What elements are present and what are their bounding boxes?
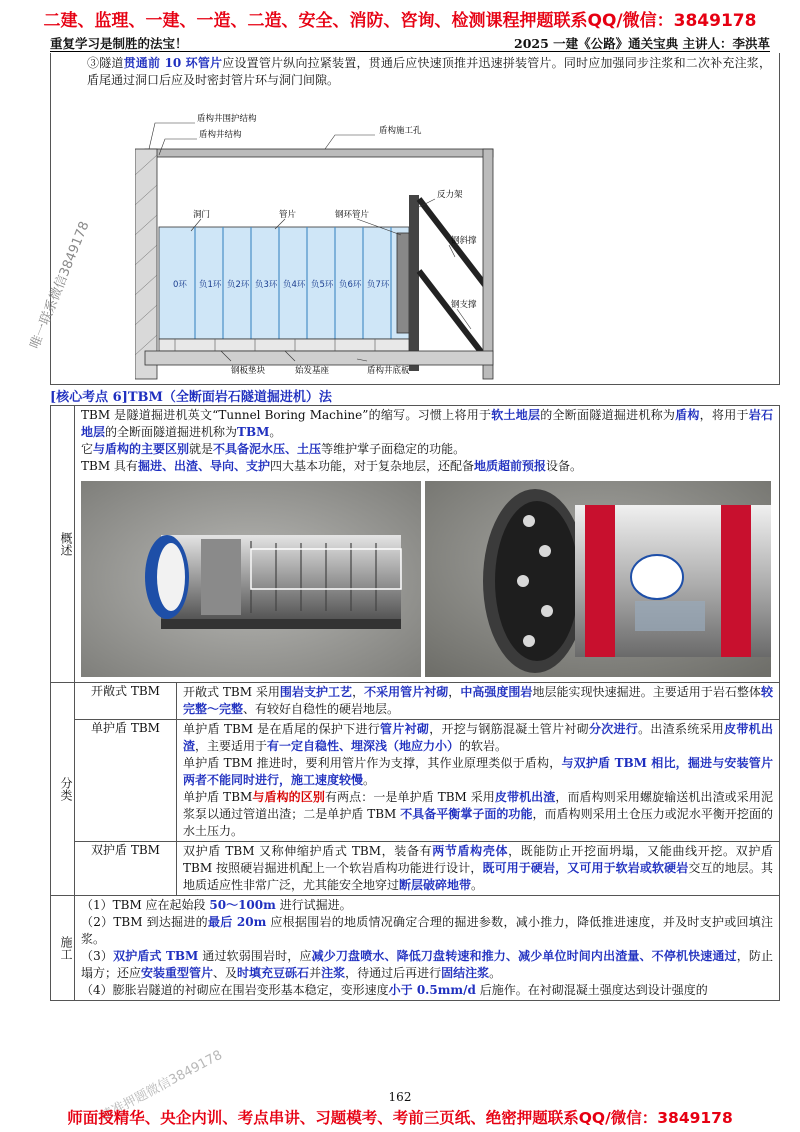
tbm-table xyxy=(50,405,780,1001)
classify-single-row xyxy=(51,720,780,842)
ring-label: 负5环 xyxy=(311,280,334,290)
double-tbm-name: 双护盾 TBM xyxy=(75,842,177,896)
label-segment: 管片 xyxy=(279,210,297,220)
page-header xyxy=(50,32,770,52)
bottom-banner: 师面授精华、央企内训、考点串讲、习题模考、考前三页纸、绝密押题联系QQ/微信：3849178 xyxy=(67,1109,733,1127)
ring-label: 0环 xyxy=(173,280,187,290)
single-tbm-name: 单护盾 TBM xyxy=(75,720,177,842)
header-book-title: 2025 一建《公路》通关宝典 主讲人：李洪革 xyxy=(514,36,770,51)
label-portal: 洞门 xyxy=(193,210,211,220)
classify-open-row xyxy=(51,683,780,720)
overview-category: 概述 xyxy=(51,406,75,683)
ring-label: 负7环 xyxy=(367,280,390,290)
watermark-bottom: 精准押题微信3849178 xyxy=(97,1047,225,1125)
label-construction-hole: 盾构施工孔 xyxy=(379,126,422,136)
label-reaction-frame: 反力架 xyxy=(437,190,463,200)
construction-row xyxy=(51,896,780,1001)
construction-body: （1）TBM 应在起始段 50～100m 进行试掘进。 （2）TBM 到达掘进的最后 20m 应根据围岩的地质情况确定合理的掘进参数，减小推力，降低推进速度，并及时支护或回填注浆。 （3）双护盾式 TBM 通过软弱围岩时，应减少刀盘喷水、降低刀盘转速和推力、减少单位时间内出渣量、不停机快速通过，防止塌方；还应安装重型管片、及时填充豆砾石并注浆，待通过后再进行固结注浆。 （4）膨胀岩隧道的衬砌应在围岩变形基本稳定，变形速度小于 0.5mm/d 后施作。在衬砌混凝土强度达到设计强度的 xyxy=(75,896,780,1001)
tbm-photo-side xyxy=(81,481,421,677)
label-launch-base: 始发基座 xyxy=(295,366,330,376)
ring-label: 负3环 xyxy=(255,280,278,290)
intro-paragraph: ③隧道贯通前 10 环管片应设置管片纵向拉紧装置，贯通后应快速顶推并迅速拼装管片。同时应加强同步注浆和二次补充注浆，盾尾通过洞口后应及时密封管片环与洞门间隙。 xyxy=(87,56,771,87)
ring-label: 负1环 xyxy=(199,280,222,290)
label-well-retaining: 盾构井围护结构 xyxy=(197,114,257,124)
label-well-floor: 盾构井底板 xyxy=(367,366,410,376)
construction-category: 施工 xyxy=(51,896,75,1001)
section-title: [核心考点 6]TBM（全断面岩石隧道掘进机）法 xyxy=(50,390,332,405)
ring-label: 负4环 xyxy=(283,280,306,290)
label-steel-support: 钢支撑 xyxy=(451,300,477,310)
diagram-cell xyxy=(50,53,780,385)
overview-body: TBM 是隧道掘进机英文“Tunnel Boring Machine”的缩写。习惯上将用于软土地层的全断面隧道掘进机称为盾构，将用于岩石地层的全断面隧道掘进机称为TBM。 它与盾构的主要区别就是不具备泥水压、土压等维护掌子面稳定的功能。 TBM 具有掘进、出渣、导向、支护四大基本功能，对于复杂地层，还配备地质超前预报设备。 xyxy=(75,406,780,683)
label-steel-ring: 钢环管片 xyxy=(335,210,370,220)
header-motto: 重复学习是制胜的法宝！ xyxy=(50,36,188,51)
overview-row xyxy=(51,406,780,683)
label-steel-pad: 钢板垫块 xyxy=(231,366,266,376)
tbm-photo-front xyxy=(425,481,771,677)
classify-category: 分类 xyxy=(51,683,75,896)
double-tbm-desc: 双护盾 TBM 又称伸缩护盾式 TBM，装备有两节盾构壳体，既能防止开挖面坍塌，又能曲线开挖。双护盾 TBM 按照硬岩掘进机配上一个软岩盾构功能进行设计，既可用于硬岩，又可用于软岩或软硬岩交互的地层。其地质适应性非常广泛，尤其能安全地穿过断层破碎地带。 xyxy=(177,842,780,896)
open-tbm-desc: 开敞式 TBM 采用围岩支护工艺，不采用管片衬砌，中高强度围岩地层能实现快速掘进。主要适用于岩石整体较完整～完整、有较好自稳性的硬岩地层。 xyxy=(177,683,780,720)
label-steel-brace: 钢斜撑 xyxy=(451,236,477,246)
ring-label: 负2环 xyxy=(227,280,250,290)
shield-launch-diagram xyxy=(135,95,575,381)
label-well-structure: 盾构井结构 xyxy=(199,130,242,140)
watermark-left: 唯一联系微信3849178 xyxy=(27,219,93,352)
classify-double-row xyxy=(51,842,780,896)
top-banner: 二建、监理、一建、一造、二造、安全、消防、咨询、检测课程押题联系QQ/微信：3849178 xyxy=(43,11,757,31)
ring-label: 负6环 xyxy=(339,280,362,290)
open-tbm-name: 开敞式 TBM xyxy=(75,683,177,720)
single-tbm-desc: 单护盾 TBM 是在盾尾的保护下进行管片衬砌，开挖与钢筋混凝土管片衬砌分次进行。出渣系统采用皮带机出渣，主要适用于有一定自稳性、埋深浅（地应力小）的软岩。 单护盾 TBM 推进时，要利用管片作为支撑，其作业原理类似于盾构，与双护盾 TBM 相比，掘进与安装管片两者不能同时进行，施工速度较慢。 单护盾 TBM与盾构的区别有两点：一是单护盾 TBM 采用皮带机出渣，而盾构则采用螺旋输送机出渣或采用泥浆泵以通过管道出渣；二是单护盾 TBM 不具备平衡掌子面的功能，而盾构则采用土仓压力或泥水平衡开挖面的水土压力。 xyxy=(177,720,780,842)
page-number: 162 xyxy=(388,1090,412,1104)
